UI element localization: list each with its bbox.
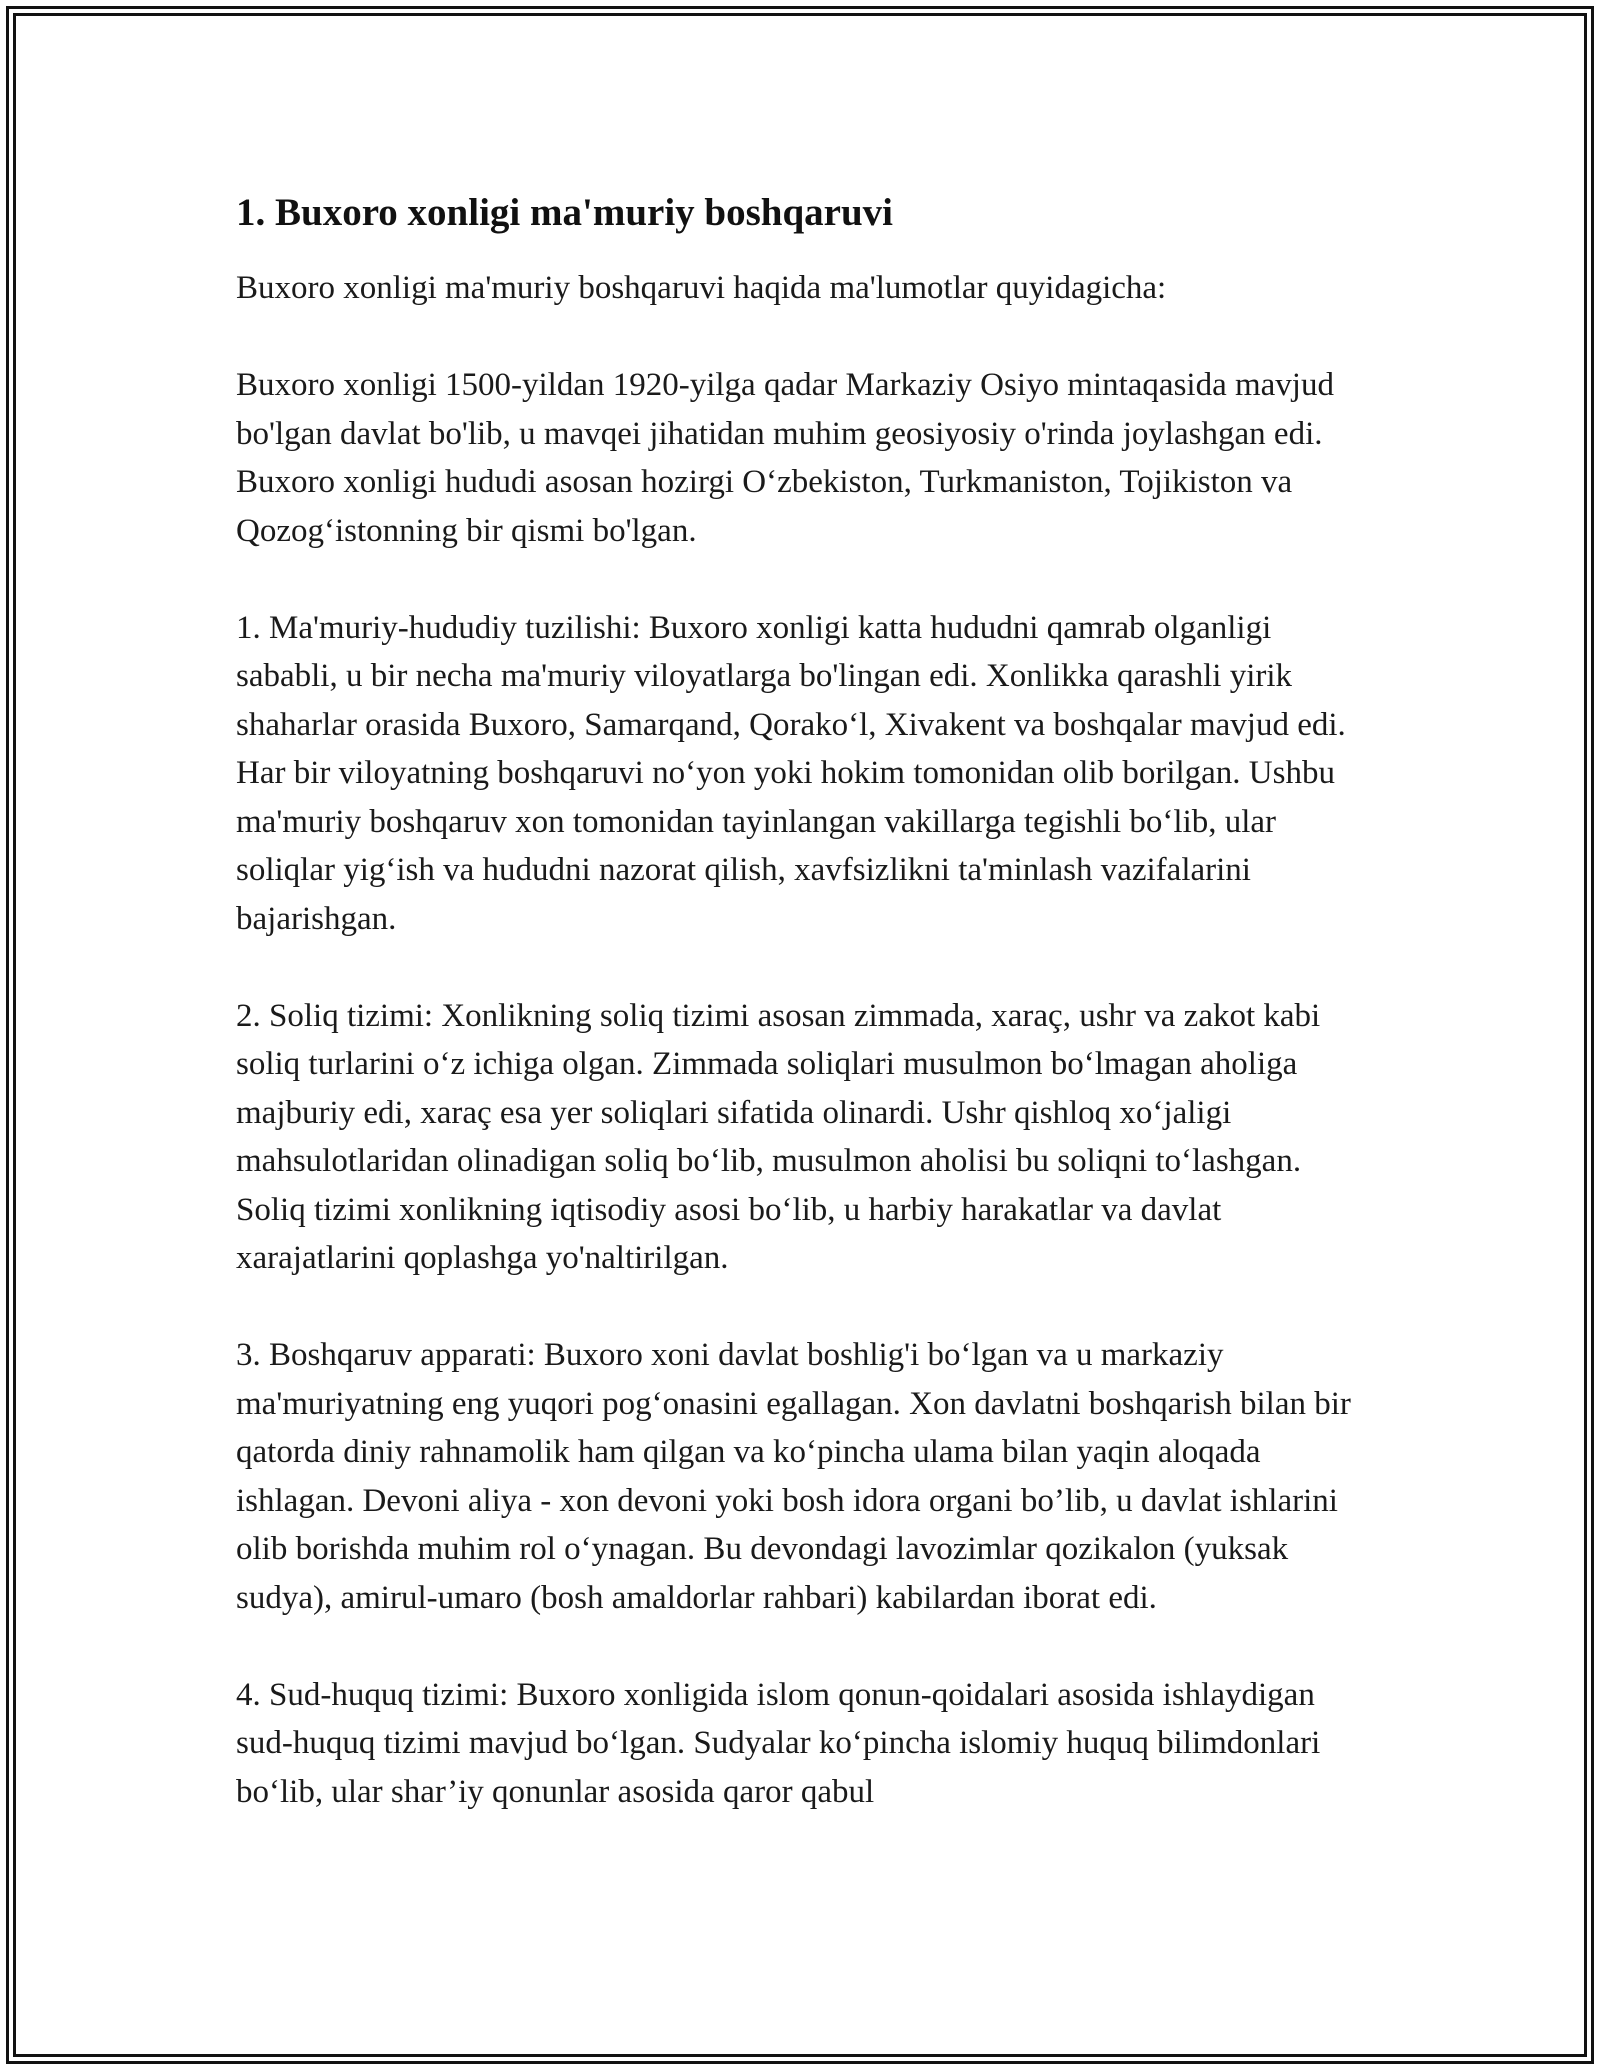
section-judicial-system: 4. Sud-huquq tizimi: Buxoro xonligida islom qonun-qoidalari asosida ishlaydigan sud-huquq tizimi mavjud bo‘lgan. Sudyalar ko‘pincha islomiy huquq bilimdonlari bo‘lib, ular shar’iy qonunlar asosida qaror qabul	[236, 1676, 1321, 1810]
section-administrative-structure: 1. Ma'muriy-hududiy tuzilishi: Buxoro xonligi katta hududni qamrab olganligi sababli, u bir necha ma'muriy viloyatlarga bo'lingan edi. Xonlikka qarashli yirik shaharlar orasida Buxoro, Samarqand, Qorako‘l, Xivakent va boshqalar mavjud edi. Har bir viloyatning boshqaruvi no‘yon yoki hokim tomonidan olib borilgan. Ushbu ma'muriy boshqaruv xon tomonidan tayinlangan vakillarga tegishli bo‘lib, ular soliqlar yig‘ish va hududni nazorat qilish, xavfsizlikni ta'minlash vazifalarini bajarishgan.	[236, 609, 1346, 937]
document-title: 1. Buxoro xonligi ma'muriy boshqaruvi	[236, 191, 893, 234]
section-government-apparatus: 3. Boshqaruv apparati: Buxoro xoni davlat boshlig'i bo‘lgan va u markaziy ma'muriyatning eng yuqori pog‘onasini egallagan. Xon davlatni boshqarish bilan bir qatorda diniy rahnamolik ham qilgan va ko‘pincha ulama bilan yaqin aloqada ishlagan. Devoni aliya - xon devoni yoki bosh idora organi bo’lib, u davlat ishlarini olib borishda muhim rol o‘ynagan. Bu devondagi lavozimlar qozikalon (yuksak sudya), amirul-umaro (bosh amaldorlar rahbari) kabilardan iborat edi.	[236, 1337, 1351, 1616]
intro-paragraph: Buxoro xonligi ma'muriy boshqaruvi haqida ma'lumotlar quyidagicha:	[236, 270, 1167, 306]
overview-paragraph: Buxoro xonligi 1500-yildan 1920-yilga qadar Markaziy Osiyo mintaqasida mavjud bo'lgan davlat bo'lib, u mavqei jihatidan muhim geosiyosiy o'rinda joylashgan edi. Buxoro xonligi hududi asosan hozirgi O‘zbekiston, Turkmaniston, Tojikiston va Qozog‘istonning bir qismi bo'lgan.	[236, 367, 1334, 549]
document-body	[236, 188, 1376, 1816]
section-tax-system: 2. Soliq tizimi: Xonlikning soliq tizimi asosan zimmada, xaraç, ushr va zakot kabi soliq turlarini o‘z ichiga olgan. Zimmada soliqlari musulmon bo‘lmagan aholiga majburiy edi, xaraç esa yer soliqlari sifatida olinardi. Ushr qishloq xo‘jaligi mahsulotlaridan olinadigan soliq bo‘lib, musulmon aholisi bu soliqni to‘lashgan. Soliq tizimi xonlikning iqtisodiy asosi bo‘lib, u harbiy harakatlar va davlat xarajatlarini qoplashga yo'naltirilgan.	[236, 997, 1321, 1276]
